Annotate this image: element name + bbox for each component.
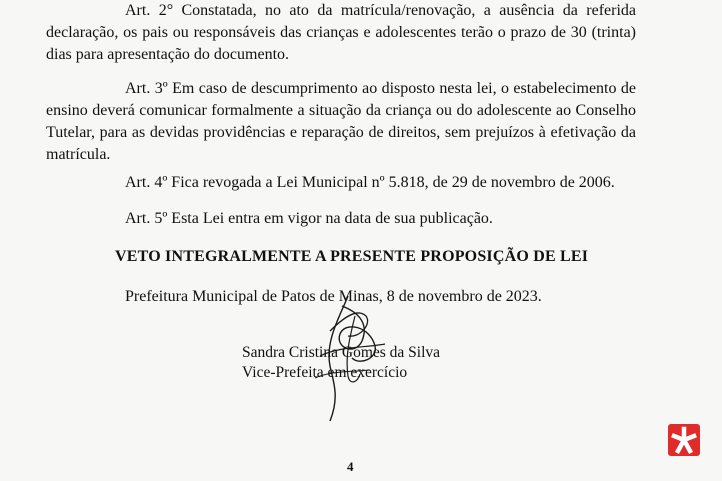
- art3-line-2: ensino deverá comunicar formalmente a situação da criança ou do adolescente ao Conselho: [46, 102, 636, 119]
- art3-line-1: Art. 3º Em caso de descumprimento ao disposto nesta lei, o estabelecimento de: [125, 80, 636, 97]
- art4-text: Art. 4º Fica revogada a Lei Municipal nº 5.818, de 29 de novembro de 2006.: [125, 174, 615, 191]
- art2-line-2: declaração, os pais ou responsáveis das crianças e adolescentes terão o prazo de 30 (trinta): [46, 24, 636, 41]
- place-and-date: Prefeitura Municipal de Patos de Minas, 8 de novembro de 2023.: [125, 288, 542, 305]
- asterisk-star-icon: [668, 424, 700, 456]
- art3-line-3: Tutelar, para as devidas providências e reparação de direitos, sem prejuízos à efetivação da: [46, 124, 636, 141]
- art3-line-4: matrícula.: [46, 146, 111, 163]
- veto-heading: VETO INTEGRALMENTE A PRESENTE PROPOSIÇÃO DE LEI: [115, 248, 589, 265]
- page-number: 4: [347, 459, 354, 474]
- signatory-name: Sandra Cristina Gomes da Silva: [242, 344, 441, 361]
- art2-line-1: Art. 2° Constatada, no ato da matrícula/renovação, a ausência da referida: [125, 2, 636, 19]
- art5-text: Art. 5º Esta Lei entra em vigor na data de sua publicação.: [125, 210, 493, 227]
- signatory-role: Vice-Prefeita em exercício: [242, 364, 408, 381]
- art2-line-3: dias para apresentação do documento.: [46, 46, 290, 63]
